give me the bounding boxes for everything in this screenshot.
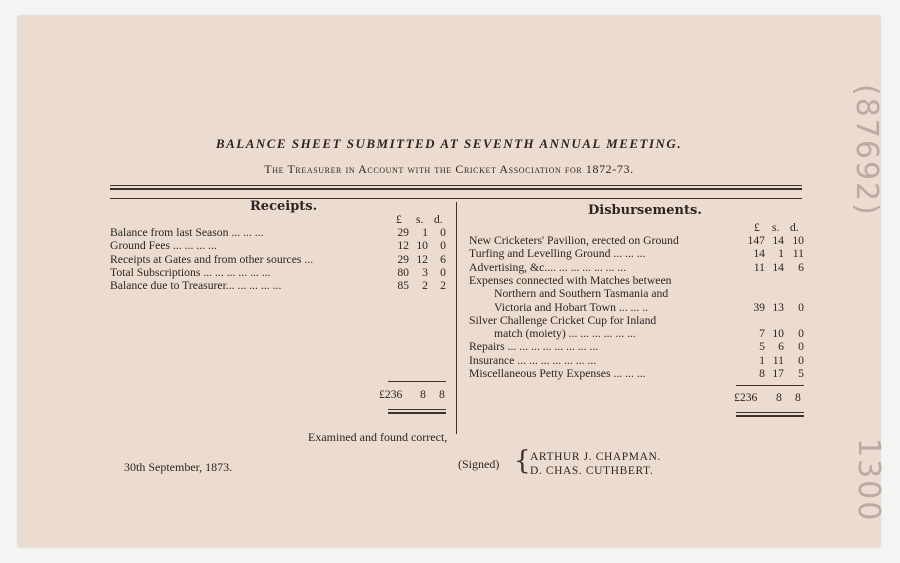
disbursement-shillings: 17 bbox=[772, 367, 784, 380]
disbursement-label: match (moiety) ... ... ... ... ... ... bbox=[494, 327, 636, 341]
header-rule-top bbox=[110, 185, 802, 186]
receipt-pounds: 85 bbox=[397, 279, 409, 293]
receipt-shillings: 3 bbox=[422, 265, 428, 279]
receipt-pounds: 29 bbox=[397, 252, 409, 266]
disbursement-shillings: 13 bbox=[772, 300, 784, 314]
signed-label: (Signed) bbox=[458, 457, 500, 471]
receipts-col-pence: d. bbox=[434, 214, 443, 226]
disb-col-shillings: s. bbox=[772, 222, 780, 234]
receipt-label: Receipts at Gates and from other sources ... bbox=[110, 252, 314, 266]
receipts-col-shillings: s. bbox=[416, 214, 424, 226]
disbursement-label: Silver Challenge Cricket Cup for Inland bbox=[469, 313, 657, 327]
disbursement-pence: 10 bbox=[792, 234, 804, 247]
receipt-label: Ground Fees ... ... ... ... bbox=[110, 239, 217, 253]
receipt-label: Balance due to Treasurer... ... ... ... ... bbox=[110, 279, 282, 293]
receipts-subtotal-rule bbox=[388, 381, 446, 382]
disbursement-shillings: 14 bbox=[772, 260, 784, 274]
disbursement-pence: 5 bbox=[798, 367, 804, 380]
examined-statement: Examined and found correct, bbox=[308, 430, 448, 444]
receipt-pence: 0 bbox=[440, 239, 446, 253]
disbursement-pounds: 14 bbox=[753, 247, 765, 261]
receipts-total-pence: 8 bbox=[439, 388, 445, 401]
header-rule-bottom bbox=[110, 198, 802, 199]
disbursement-shillings: 11 bbox=[772, 353, 784, 367]
disb-total-pence: 8 bbox=[795, 391, 801, 404]
receipt-pence: 0 bbox=[440, 226, 446, 239]
receipt-pence: 0 bbox=[440, 265, 446, 279]
disbursement-shillings: 14 bbox=[772, 234, 784, 247]
document-title: BALANCE SHEET SUBMITTED AT SEVENTH ANNUAL MEETING. bbox=[215, 136, 683, 151]
disbursement-label: Advertising, &c.... ... ... ... ... ... ... bbox=[469, 260, 627, 274]
receipts-heading: Receipts. bbox=[250, 199, 318, 214]
receipt-pounds: 80 bbox=[397, 265, 409, 279]
receipts-col-pounds: £ bbox=[396, 214, 402, 226]
disb-total-shillings: 8 bbox=[776, 391, 782, 404]
header-rule-thick bbox=[110, 188, 802, 190]
disb-col-pounds: £ bbox=[754, 222, 760, 234]
disbursement-pounds: 8 bbox=[759, 367, 765, 380]
receipt-pence: 2 bbox=[440, 279, 446, 293]
disbursement-pence: 0 bbox=[798, 353, 804, 367]
signatory-2: D. CHAS. CUTHBERT. bbox=[530, 465, 654, 477]
disbursement-label: Victoria and Hobart Town ... ... .. bbox=[494, 300, 649, 314]
receipt-label: Balance from last Season ... ... ... bbox=[110, 226, 264, 239]
signatory-1: ARTHUR J. CHAPMAN. bbox=[530, 451, 661, 463]
disbursement-label: Turfing and Levelling Ground ... ... ... bbox=[469, 247, 646, 261]
receipts-total-pounds: £236 bbox=[379, 388, 403, 401]
receipts-total-double-rule bbox=[388, 409, 446, 414]
disbursement-label: Northern and Southern Tasmania and bbox=[494, 287, 669, 301]
disbursement-shillings: 10 bbox=[772, 327, 784, 341]
disbursement-shillings: 1 bbox=[778, 247, 784, 261]
disbursement-pounds: 11 bbox=[753, 260, 765, 274]
receipt-shillings: 12 bbox=[416, 252, 428, 266]
disbursement-pounds: 5 bbox=[759, 340, 765, 354]
receipts-total-shillings: 8 bbox=[420, 388, 426, 401]
disbursement-pounds: 39 bbox=[753, 300, 765, 314]
disbursement-pounds: 1 bbox=[759, 353, 765, 367]
disbursement-pence: 0 bbox=[798, 327, 804, 341]
disbursement-pence: 11 bbox=[792, 247, 804, 261]
disb-total-pounds: £236 bbox=[734, 391, 758, 404]
disbursement-label: Expenses connected with Matches between bbox=[469, 273, 672, 287]
receipt-shillings: 2 bbox=[422, 279, 428, 293]
receipt-pence: 6 bbox=[440, 252, 446, 266]
receipt-shillings: 10 bbox=[416, 239, 428, 253]
receipt-shillings: 1 bbox=[422, 226, 428, 239]
disb-total-double-rule bbox=[736, 412, 804, 417]
balance-sheet-card bbox=[18, 16, 886, 547]
disbursement-label: Miscellaneous Petty Expenses ... ... ... bbox=[469, 367, 646, 380]
disbursement-label: Repairs ... ... ... ... ... ... ... ... bbox=[469, 340, 599, 354]
document-subtitle: The Treasurer in Account with the Cricket Association for 1872-73. bbox=[264, 162, 634, 176]
handwritten-annotation-top: (87692) bbox=[849, 84, 884, 217]
disbursement-pence: 0 bbox=[798, 340, 804, 354]
disbursement-pence: 0 bbox=[798, 300, 804, 314]
disb-col-pence: d. bbox=[790, 222, 799, 234]
disbursement-shillings: 6 bbox=[778, 340, 784, 354]
signatory-brace: { bbox=[514, 446, 531, 476]
receipt-pounds: 29 bbox=[397, 226, 409, 239]
signature-date: 30th September, 1873. bbox=[124, 460, 233, 474]
disbursement-pounds: 7 bbox=[759, 327, 765, 341]
disbursement-pounds: 147 bbox=[747, 234, 765, 247]
column-divider bbox=[456, 202, 457, 434]
disbursement-label: New Cricketers' Pavilion, erected on Ground bbox=[469, 234, 679, 247]
disb-subtotal-rule bbox=[736, 385, 804, 386]
receipt-label: Total Subscriptions ... ... ... ... ... ... bbox=[110, 265, 271, 279]
disbursement-pence: 6 bbox=[798, 260, 804, 274]
disbursement-label: Insurance ... ... ... ... ... ... ... bbox=[469, 353, 597, 367]
handwritten-annotation-bottom: 1300 bbox=[851, 438, 886, 523]
receipt-pounds: 12 bbox=[397, 239, 409, 253]
disbursements-heading: Disbursements. bbox=[588, 203, 702, 218]
